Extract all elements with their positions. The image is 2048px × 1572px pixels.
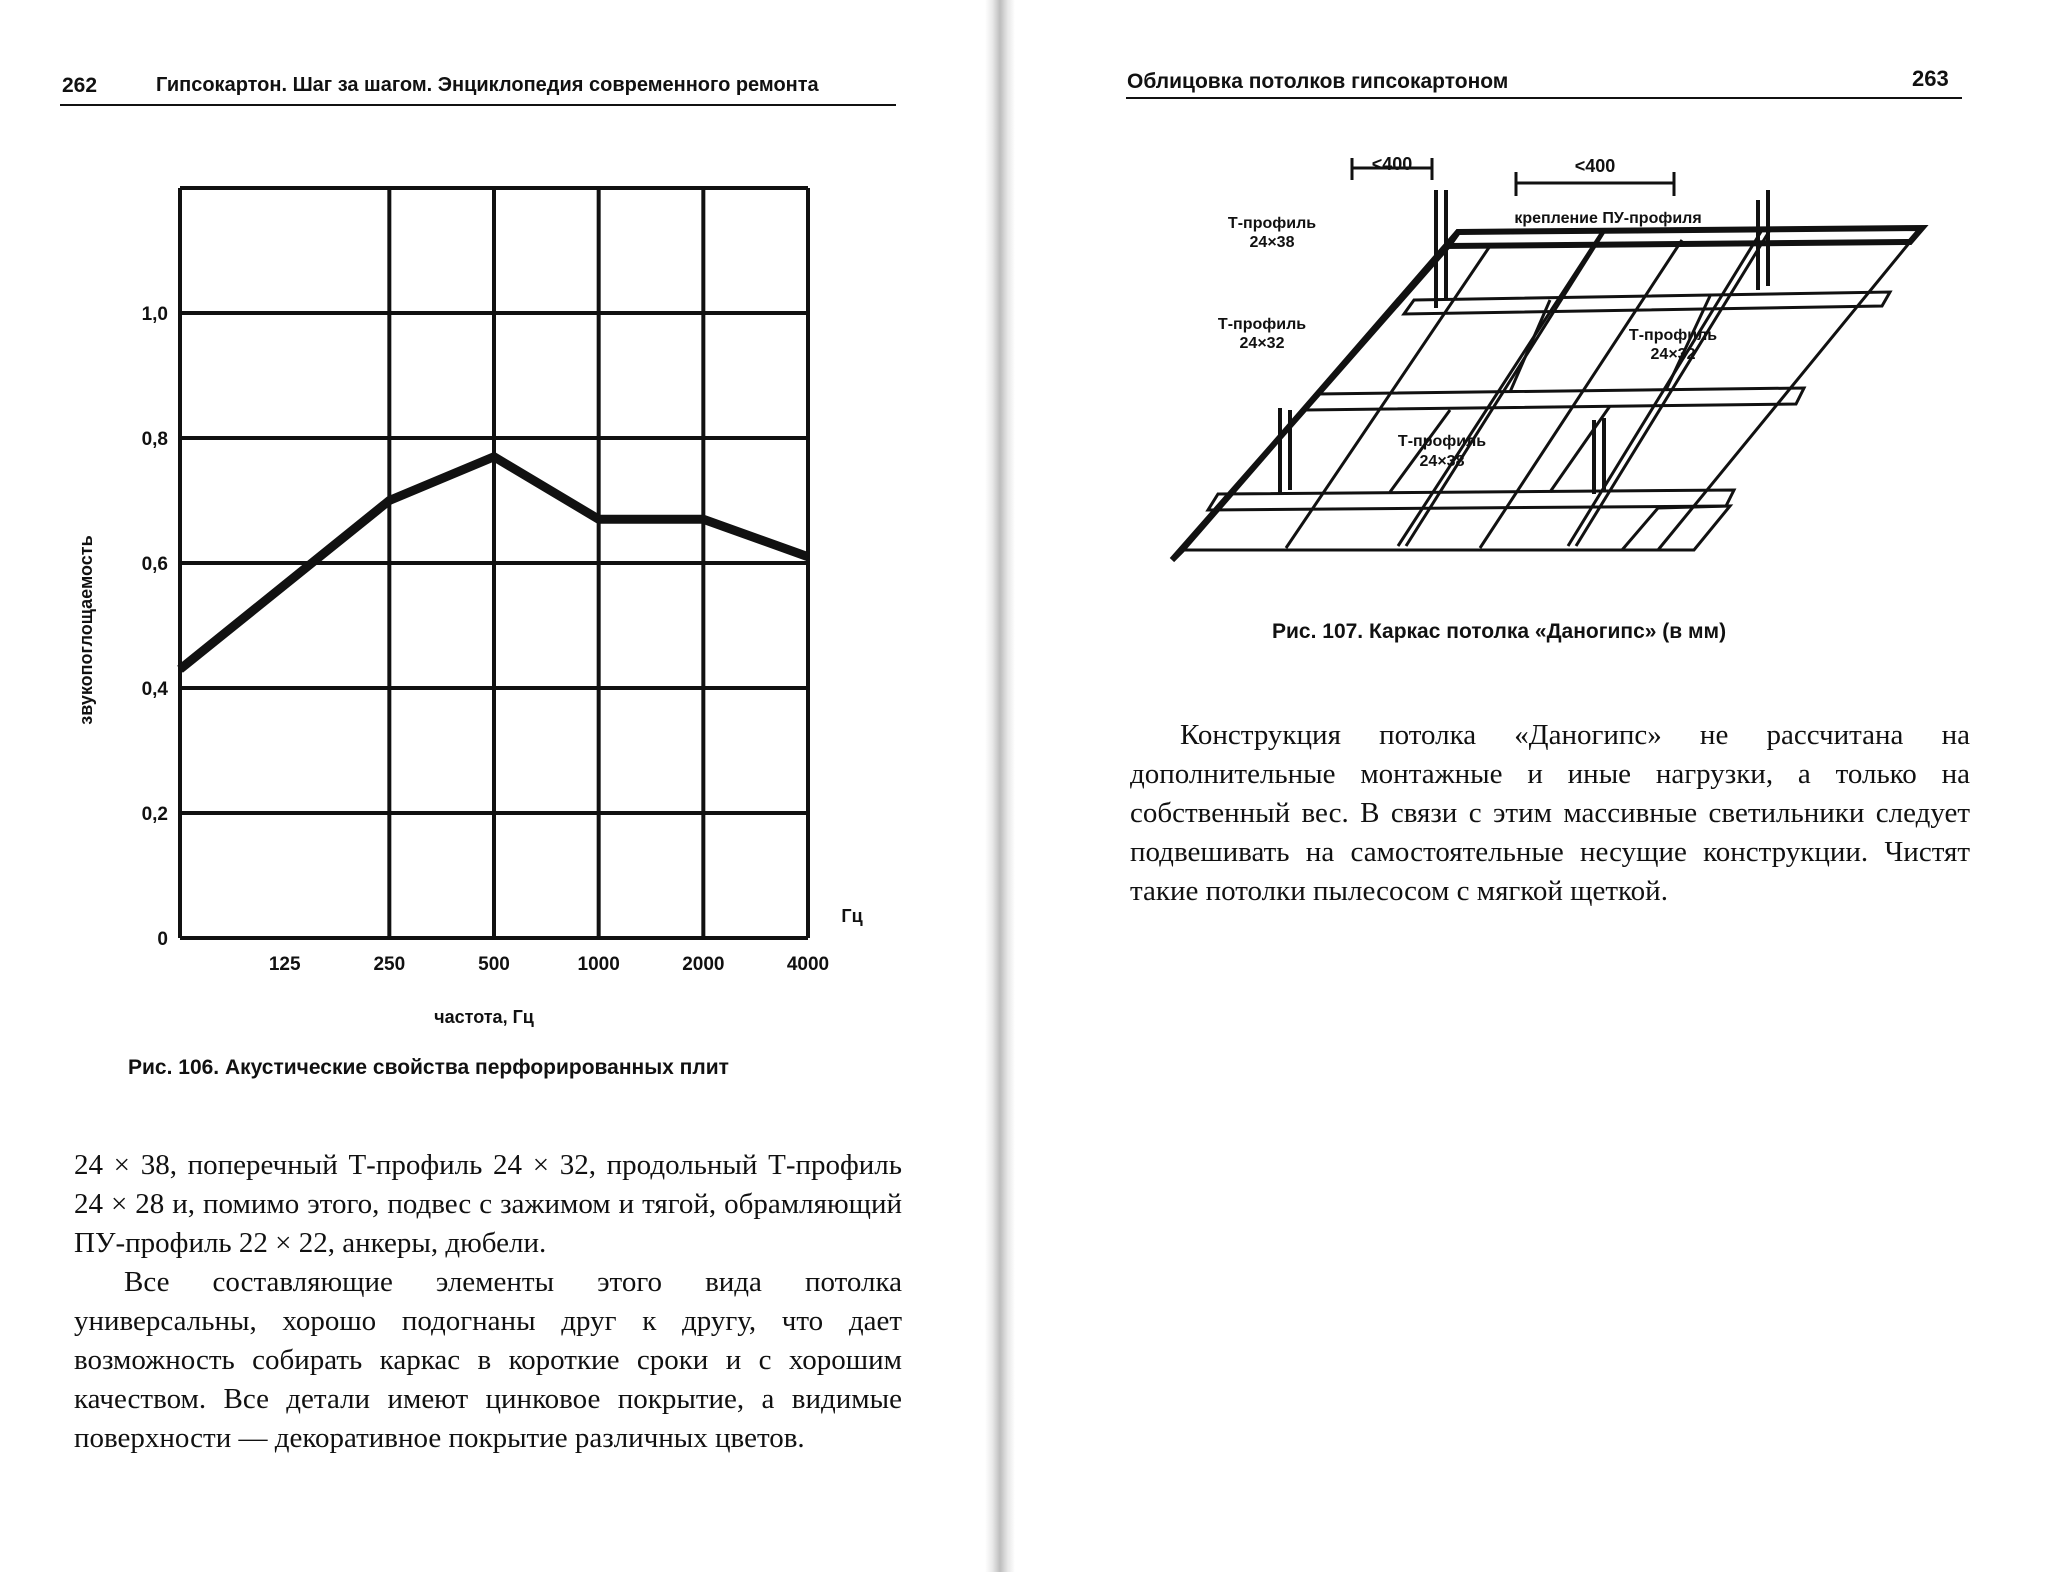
left-page (0, 0, 990, 1572)
dimension-right-label: <400 (1574, 156, 1616, 176)
figure-107-caption: Рис. 107. Каркас потолка «Даногипс» (в мм) (1272, 620, 1727, 643)
label-tprofile-right-size: 24×32 (1650, 346, 1696, 363)
x-tick-label: 500 (478, 954, 510, 975)
chart-x-unit: Гц (841, 906, 863, 926)
label-tprofile-mid-left-size: 24×32 (1239, 335, 1285, 352)
right-page (1010, 0, 2048, 1572)
paragraph: Все составляющие элементы этого вида потолка универсальны, хорошо подогнаны друг к другу, что дает возможность собирать каркас в короткие сроки и с хорошим качеством. Все детали имеют цинковое покрытие, а видимые поверхности — декоративное покрытие различных цветов. (74, 1266, 902, 1454)
label-fastener: крепление ПУ-профиля (1514, 210, 1702, 227)
left-body-text (74, 1146, 902, 1458)
label-tprofile-center-size: 24×38 (1419, 453, 1465, 470)
chart-grid (180, 188, 808, 938)
right-body-text (1130, 716, 1970, 911)
label-tprofile-top-left: Т-профиль (1227, 215, 1317, 232)
x-tick-label: 4000 (786, 954, 830, 975)
y-tick-label: 1,0 (141, 304, 168, 325)
chart-x-ticks (269, 954, 829, 975)
chart-x-axis-label: частота, Гц (434, 1007, 534, 1027)
figure-106-caption: Рис. 106. Акустические свойства перфорированных плит (128, 1056, 729, 1079)
label-tprofile-center: Т-профиль (1397, 433, 1487, 450)
series-point (493, 456, 495, 458)
series-point (702, 518, 704, 520)
y-tick-label: 0,8 (141, 429, 168, 450)
y-tick-label: 0,6 (141, 554, 168, 575)
page-number: 263 (1912, 66, 1949, 91)
label-tprofile-right: Т-профиль (1628, 327, 1718, 344)
running-title: Облицовка потолков гипсокартоном (1127, 70, 1509, 93)
frame-profiles (1182, 230, 1910, 550)
paragraph: Конструкция потолка «Даногипс» не рассчитана на дополнительные монтажные и иные нагрузки, а только на собственный вес. В связи с этим массивные светильники следует подвешивать на самостоятельные несущие конструкции. Чистят такие потолки пылесосом с мягкой щеткой. (1130, 719, 1970, 907)
paragraph: 24 × 38, поперечный Т-профиль 24 × 32, продольный Т-профиль 24 × 28 и, помимо этого, подвес с зажимом и тягой, обрамляющий ПУ-профиль 22 × 22, анкеры, дюбели. (74, 1149, 902, 1259)
series-point (598, 518, 600, 520)
y-tick-label: 0,2 (141, 804, 168, 825)
series-point (179, 668, 181, 670)
x-tick-label: 125 (268, 954, 301, 975)
chart-y-axis-label: звукопоглощаемость (76, 535, 96, 725)
x-tick-label: 2000 (682, 954, 725, 975)
acoustic-chart (0, 0, 990, 1027)
label-tprofile-top-left-size: 24×38 (1249, 234, 1295, 251)
y-tick-label: 0,4 (141, 679, 168, 700)
x-tick-label: 250 (373, 954, 406, 975)
ceiling-frame-diagram (1010, 0, 2048, 600)
label-tprofile-mid-left: Т-профиль (1217, 316, 1307, 333)
series-point (807, 556, 809, 558)
chart-y-ticks (142, 304, 169, 950)
page-number: 262 (62, 74, 98, 97)
series-point (388, 500, 390, 502)
running-title: Гипсокартон. Шаг за шагом. Энциклопедия современного ремонта (156, 74, 819, 96)
y-tick-label: 0 (157, 929, 168, 950)
dimension-left-label: <400 (1371, 154, 1413, 174)
x-tick-label: 1000 (577, 954, 620, 975)
